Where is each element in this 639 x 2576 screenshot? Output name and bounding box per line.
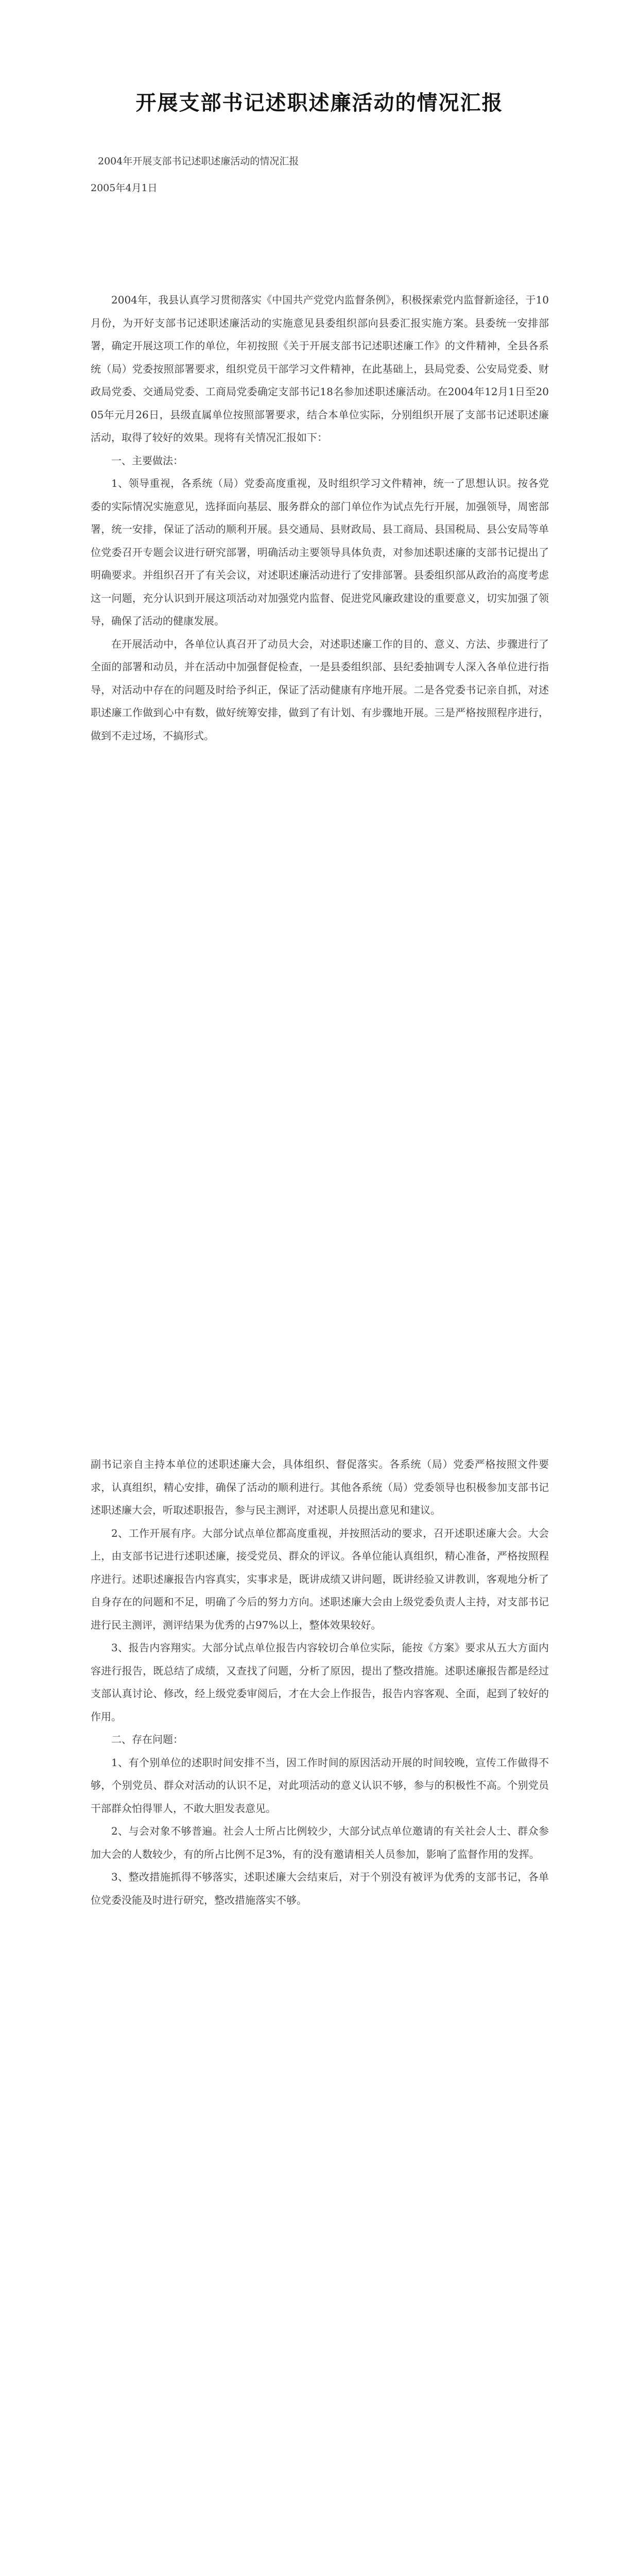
paragraph: 副书记亲自主持本单位的述职述廉大会，具体组织、督促落实。各系统（局）党委严格按照文件要求，认真组织，精心安排，确保了活动的顺利进行。其他各系统（局）党委领导也积极参加支部书记述职述廉大会，听取述职报告，参与民主测评，对述职人员提出意见和建议。 (91, 1458, 549, 1516)
heading-practices: 一、主要做法： (111, 454, 183, 467)
paragraph: 在开展活动中，各单位认真召开了动员大会，对述职述廉工作的目的、意义、方法、步骤进行了全面的部署和动员，并在活动中加强督促检查，一是县委组织部、县纪委抽调专人深入各单位进行指导，对活动中存在的问题及时给予纠正，保证了活动健康有序地开展。二是各党委书记亲自抓，对述职述廉工作做到心中有数，做好统筹安排，做到了有计划、有步骤地开展。三是严格按照程序进行，做到不走过场，不搞形式。 (91, 637, 549, 742)
document-title: 开展支部书记述职述廉活动的情况汇报 (135, 91, 504, 115)
paragraph: 2004年，我县认真学习贯彻落实《中国共产党党内监督条例》，积极探索党内监督新途径，于10月份，为开好支部书记述职述廉活动的实施意见县委组织部向县委汇报实施方案。县委统一安排部署，确定开展这项工作的单位，年初按照《关于开展支部书记述职述廉工作》的文件精神，全县各系统（局）党委按照部署要求，组织党员干部学习文件精神，在此基础上，县局党委、公安局党委、财政局党委、交通局党委、工商局党委确定支部书记18名参加述职述廉活动。在2004年12月1日至2005年元月26日，县级直属单位按照部署要求，结合本单位实际，分别组织开展了支部书记述职述廉活动，取得了较好的效果。现将有关情况汇报如下： (91, 294, 549, 444)
paragraph: 3、整改措施抓得不够落实，述职述廉大会结束后，对于个别没有被评为优秀的支部书记，各单位党委没能及时进行研究，整改措施落实不够。 (91, 1871, 549, 1906)
paragraph: 2、与会对象不够普遍。社会人士所占比例较少，大部分试点单位邀请的有关社会人士、群众参加大会的人数较少，有的所占比例不足3%，有的没有邀请相关人员参加，影响了监督作用的发挥。 (91, 1825, 549, 1860)
section-summary (91, 289, 549, 747)
document-subtitle: 2004年开展支部书记述职述廉活动的情况汇报 (98, 156, 299, 167)
document-date: 2005年4月1日 (91, 182, 158, 194)
paragraph: 3、报告内容翔实。大部分试点单位报告内容较切合单位实际，能按《方案》要求从五大方面内容进行报告，既总结了成绩，又查找了问题，分析了原因，提出了整改措施。述职述廉报告都是经过支部认真讨论、修改，经上级党委审阅后，才在大会上作报告，报告内容客观、全面，起到了较好的作用。 (91, 1641, 549, 1723)
section-progress-problems (91, 1453, 549, 1911)
paragraph: 2、工作开展有序。大部分试点单位都高度重视，并按照活动的要求，召开述职述廉大会。大会上，由支部书记进行述职述廉，接受党员、群众的评议。各单位能认真组织，精心准备，严格按照程序进行。述职述廉报告内容真实，实事求是，既讲成绩又讲问题，既讲经验又讲教训，客观地分析了自身存在的问题和不足，明确了今后的努力方向。述职述廉大会由上级党委负责人主持，对支部书记进行民主测评，测评结果为优秀的占97%以上，整体效果较好。 (91, 1527, 549, 1631)
paragraph: 1、领导重视，各系统（局）党委高度重视，及时组织学习文件精神，统一了思想认识。按各党委的实际情况实施意见，选择面向基层、服务群众的部门单位作为试点先行开展，加强领导，周密部署，统一安排，保证了活动的顺利开展。县交通局、县财政局、县工商局、县国税局、县公安局等单位党委召开专题会议进行研究部署，明确活动主要领导具体负责，对参加述职述廉的支部书记提出了明确要求。并组织召开了有关会议，对述职述廉活动进行了安排部署。县委组织部从政治的高度考虑这一问题，充分认识到开展这项活动对加强党内监督、促进党风廉政建设的重要意义，切实加强了领导，确保了活动的健康发展。 (91, 477, 549, 627)
heading-measures (91, 2571, 549, 2576)
heading-problems: 二、存在问题： (111, 1733, 183, 1745)
paragraph: 1、有个别单位的述职时间安排不当，因工作时间的原因活动开展的时间较晚，宣传工作做得不够，个别党员、群众对活动的认识不足，对此项活动的意义认识不够，参与的积极性不高。个别党员干部群众怕得罪人，不敢大胆发表意见。 (91, 1756, 549, 1815)
section-measures (91, 2571, 549, 2576)
